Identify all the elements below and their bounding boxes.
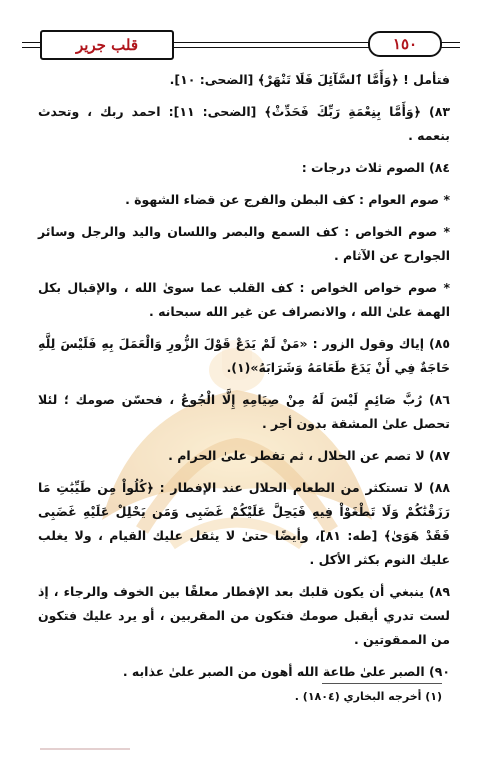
page-ornament bbox=[40, 745, 130, 753]
paragraph: ٩٠) الصبر علىٰ طاعة الله أهون من الصبر علىٰ عذابه . bbox=[122, 664, 450, 679]
paragraph: ٨٣) ﴿وَأَمَّا بِنِعْمَةِ رَبِّكَ فَحَدِّثْ﴾ [الضحى: ١١]: احمد ربك ، وتحدث بنعمه . bbox=[38, 104, 450, 143]
paragraph: ٨٧) لا تصم عن الحلال ، ثم تفطر علىٰ الحرام . bbox=[168, 448, 450, 463]
paragraph: ٨٦) رُبَّ صَائِمٍ لَيْسَ لَهُ مِنْ صِيَامِهِ إِلَّا الْجُوعُ ، فحسّن صومك ؛ لئلا تحصل علىٰ المشقة بدون أجر . bbox=[38, 392, 450, 431]
paragraph: ٨٩) ينبغي أن يكون قلبك بعد الإفطار معلقًا بين الخوف والرجاء ، إذ لست تدري أيقبل صومك فتكون من المقربين ، أو يرد عليك فتكون من الممقوتين . bbox=[38, 584, 450, 647]
footnote: (١) أخرجه البخاري (١٨٠٤) . bbox=[294, 690, 442, 703]
paragraph: * صوم خواص الخواص : كف القلب عما سوىٰ الله ، والإقبال بكل الهمة علىٰ الله ، والانصراف عن غير الله سبحانه . bbox=[38, 280, 450, 319]
paragraph: ٨٤) الصوم ثلاث درجات : bbox=[301, 160, 450, 175]
page-number: ١٥٠ bbox=[368, 31, 442, 57]
paragraph: ٨٥) إياك وقول الزور : «مَنْ لَمْ يَدَعْ قَوْلَ الزُّورِ وَالْعَمَلَ بِهِ فَلَيْسَ لِلَّهِ حَاجَةٌ فِي أَنْ يَدَعَ طَعَامَهُ وَشَرَابَهُ»(١). bbox=[38, 336, 450, 375]
paragraph: ٨٨) لا تستكثر من الطعام الحلال عند الإفطار : ﴿كُلُواْ مِن طَيِّبَٰتِ مَا رَزَقْنَٰكُمْ وَلَا تَطْغَوْاْ فِيهِ فَيَحِلَّ عَلَيْكُمْ غَضَبِى وَمَن يَحْلِلْ عَلَيْهِ غَضَبِى فَقَدْ هَوَىٰ﴾ [طه: ٨١]، وأيضًا حتىٰ لا يثقل عليك القيام ، ولا يغلب عليك النوم بكثر الأكل . bbox=[38, 480, 450, 567]
page-body bbox=[38, 68, 450, 692]
book-title: قلب جرير bbox=[40, 30, 174, 60]
page-header bbox=[22, 30, 460, 58]
paragraph: * صوم العوام : كف البطن والفرج عن قضاء الشهوة . bbox=[125, 192, 450, 207]
paragraph: * صوم الخواص : كف السمع والبصر واللسان واليد والرجل وسائر الجوارح عن الآثام . bbox=[38, 224, 450, 263]
paragraph: فتأمل ! ﴿وَأَمَّا ٱلسَّآئِلَ فَلَا تَنْهَرْ﴾ [الضحى: ١٠]. bbox=[169, 72, 450, 87]
